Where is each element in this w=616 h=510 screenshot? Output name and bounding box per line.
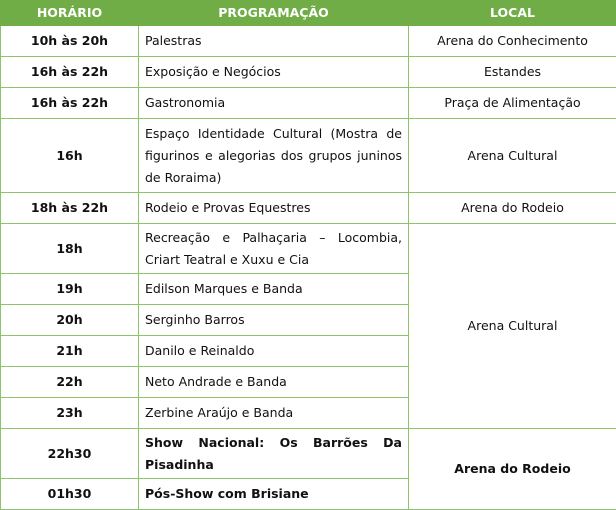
table-row: [1, 57, 616, 88]
table-row: [1, 224, 616, 274]
header-time: HORÁRIO: [1, 1, 139, 26]
program-cell: Exposição e Negócios: [139, 57, 409, 88]
program-cell: Show Nacional: Os Barrões Da Pisadinha: [139, 429, 409, 479]
time-cell: 19h: [1, 274, 139, 305]
program-cell: Neto Andrade e Banda: [139, 367, 409, 398]
program-cell: Rodeio e Provas Equestres: [139, 193, 409, 224]
program-cell: Edilson Marques e Banda: [139, 274, 409, 305]
program-cell: Recreação e Palhaçaria – Locombia, Criart Teatral e Xuxu e Cia: [139, 224, 409, 274]
time-cell: 20h: [1, 305, 139, 336]
local-cell: Arena do Rodeio: [409, 193, 616, 224]
program-cell: Pós-Show com Brisiane: [139, 479, 409, 510]
table-row: [1, 88, 616, 119]
program-cell: Danilo e Reinaldo: [139, 336, 409, 367]
program-cell: Palestras: [139, 26, 409, 57]
time-cell: 16h às 22h: [1, 88, 139, 119]
local-cell: Arena do Rodeio: [409, 429, 616, 510]
time-cell: 16h: [1, 119, 139, 193]
program-cell: Espaço Identidade Cultural (Mostra de figurinos e alegorias dos grupos juninos de Roraima): [139, 119, 409, 193]
time-cell: 22h: [1, 367, 139, 398]
table-row: [1, 193, 616, 224]
table-row: [1, 429, 616, 479]
program-cell: Serginho Barros: [139, 305, 409, 336]
time-cell: 22h30: [1, 429, 139, 479]
time-cell: 23h: [1, 398, 139, 429]
local-cell: Arena Cultural: [409, 224, 616, 429]
local-cell: Praça de Alimentação: [409, 88, 616, 119]
local-cell: Estandes: [409, 57, 616, 88]
time-cell: 16h às 22h: [1, 57, 139, 88]
table-row: [1, 119, 616, 193]
header-program: PROGRAMAÇÃO: [139, 1, 409, 26]
program-cell: Gastronomia: [139, 88, 409, 119]
time-cell: 21h: [1, 336, 139, 367]
table-row: [1, 26, 616, 57]
local-cell: Arena Cultural: [409, 119, 616, 193]
header-row: [1, 1, 616, 26]
time-cell: 01h30: [1, 479, 139, 510]
time-cell: 10h às 20h: [1, 26, 139, 57]
time-cell: 18h: [1, 224, 139, 274]
time-cell: 18h às 22h: [1, 193, 139, 224]
program-cell: Zerbine Araújo e Banda: [139, 398, 409, 429]
header-local: LOCAL: [409, 1, 616, 26]
local-cell: Arena do Conhecimento: [409, 26, 616, 57]
